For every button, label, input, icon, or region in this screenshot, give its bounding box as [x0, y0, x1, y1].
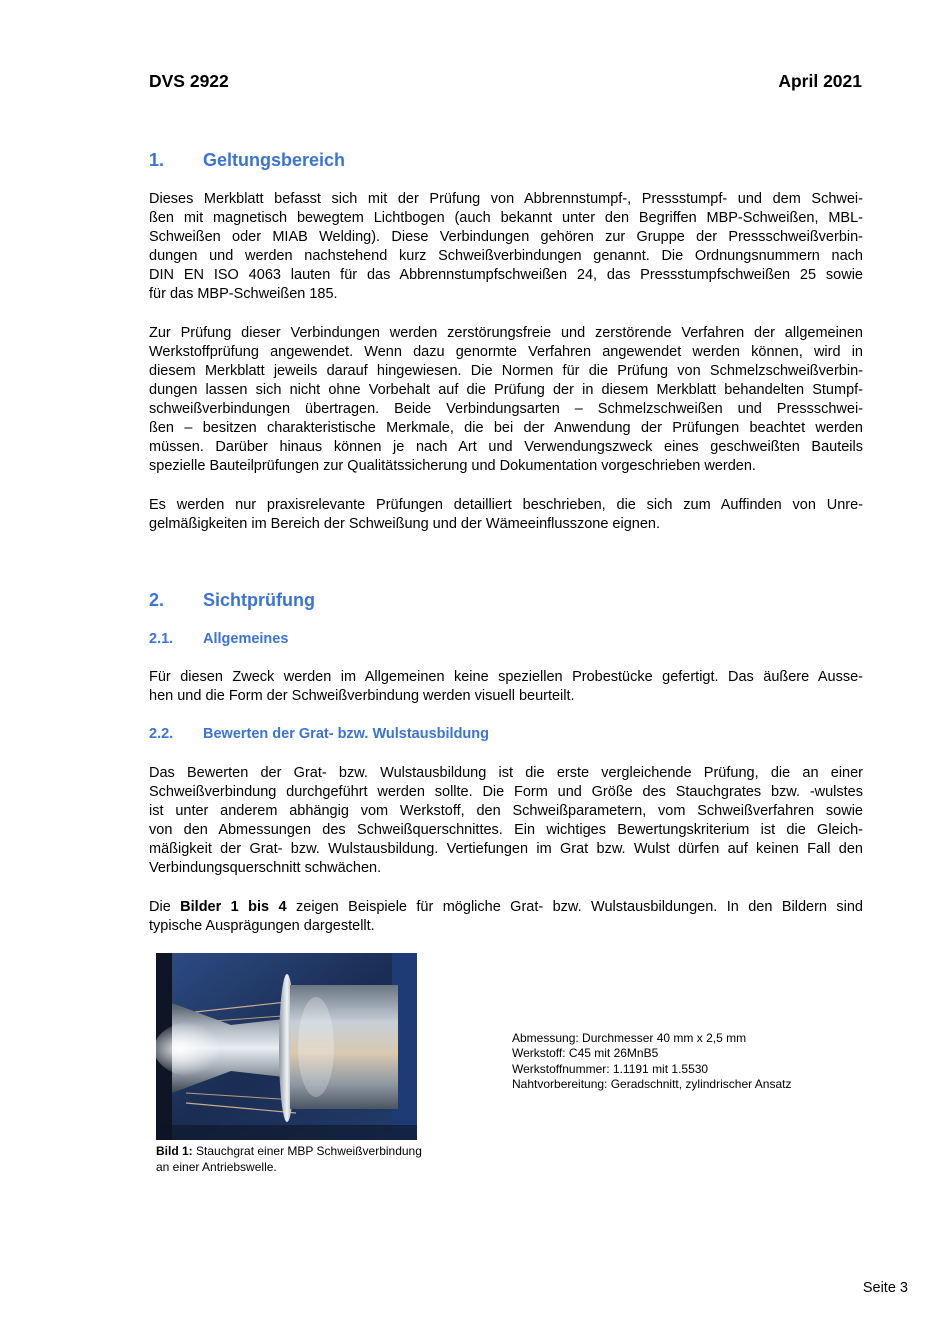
caption-line: an einer Antriebswelle.	[156, 1160, 277, 1174]
text-run: Die	[149, 899, 181, 915]
section-2-1-number: 2.1.	[149, 631, 174, 647]
section-2-2-heading	[149, 726, 489, 742]
text-line: dungen lassen sich nicht ohne Vorbehalt auf die Prüfung der in diesem Merkblatt behandelten Stumpf-	[149, 382, 863, 398]
weld-shaft-illustration	[156, 953, 417, 1140]
section-2-2-paragraph-2	[149, 898, 863, 936]
text-line: typische Ausprägungen dargestellt.	[149, 918, 375, 934]
text-line: spezielle Bauteilprüfungen zur Qualitätssicherung und Dokumentation vorgeschrieben werden.	[149, 458, 756, 474]
text-line: dungen und werden nachstehend kurz Schweißverbindungen genannt. Die Ordnungsnummern nach	[149, 248, 863, 264]
section-2-2-title: Bewerten der Grat- bzw. Wulstausbildung	[203, 726, 489, 742]
text-line: Für diesen Zweck werden im Allgemeinen keine speziellen Probestücke gefertigt. Das äußere Ausse-	[149, 669, 863, 685]
section-2-1-title: Allgemeines	[203, 631, 289, 647]
text-line: Das Bewerten der Grat- bzw. Wulstausbildung ist die erste vergleichende Prüfung, die an einer	[149, 765, 863, 781]
text-line: müssen. Darüber hinaus können je nach Art und Verwendungszweck eines geschweißten Bauteils	[149, 439, 863, 455]
figure-1-caption	[156, 1143, 422, 1175]
page-number: Seite 3	[862, 1280, 908, 1296]
text-line: schweißverbindungen übertragen. Beide Verbindungsarten – Schmelzschweißen und Pressschwei-	[149, 401, 863, 417]
spec-material-number: Werkstoffnummer: 1.1191 mit 1.5530	[512, 1061, 709, 1076]
text-line: ist unter anderem abhängig vom Werkstoff, den Schweißparametern, vom Schweißverfahren sowie	[149, 803, 863, 819]
text-line: ßen mit magnetisch bewegtem Lichtbogen (auch bekannt unter den Begriffen MBP-Schweißen, MBL-	[149, 210, 863, 226]
section-2-2-number: 2.2.	[149, 726, 174, 742]
section-2-1-heading	[149, 631, 288, 647]
text-line: DIN EN ISO 4063 lauten für das Abbrennstumpfschweißen 24, das Pressstumpfschweißen 25 sowie	[149, 267, 863, 283]
spec-material: Werkstoff: C45 mit 26MnB5	[512, 1046, 659, 1061]
section-1-paragraph-2	[149, 324, 863, 476]
text-run: zeigen Beispiele für mögliche Grat- bzw. Wulstausbildungen. In den Bildern sind	[286, 899, 863, 915]
text-line: Es werden nur praxisrelevante Prüfungen detailliert beschrieben, die sich zum Auffinden von Unre-	[149, 497, 863, 513]
document-id: DVS 2922	[149, 71, 229, 91]
caption-label: Bild 1:	[156, 1144, 193, 1158]
text-line: Schweißen oder MIAB Welding). Diese Verbindungen gehören zur Gruppe der Pressschweißverbin-	[149, 229, 863, 245]
document-date: April 2021	[778, 71, 862, 91]
text-line: hen und die Form der Schweißverbindung werden visuell beurteilt.	[149, 688, 575, 704]
spec-dimension: Abmessung: Durchmesser 40 mm x 2,5 mm	[512, 1031, 747, 1045]
section-1-heading	[149, 150, 345, 171]
caption-line	[156, 1143, 422, 1159]
figure-1-specs	[512, 1031, 791, 1092]
text-line: Zur Prüfung dieser Verbindungen werden zerstörungsfreie und zerstörende Verfahren der allgemeinen	[149, 325, 863, 341]
section-2-1-paragraph	[149, 668, 863, 706]
text-line: gelmäßigkeiten im Bereich der Schweißung und der Wämeeinflusszone eignen.	[149, 516, 660, 532]
section-1-number: 1.	[149, 150, 165, 170]
section-2-title: Sichtprüfung	[203, 590, 315, 610]
section-1-paragraph-1	[149, 190, 863, 304]
text-line: mäßigkeit der Grat- bzw. Wulstausbildung. Vertiefungen im Grat bzw. Wulst dürfen auf keinen Fall den	[149, 841, 863, 857]
text-line: Werkstoffprüfung angewendet. Wenn dazu genormte Verfahren angewendet werden können, wird in	[149, 344, 863, 360]
section-2-number: 2.	[149, 590, 165, 610]
section-2-heading	[149, 590, 315, 611]
figure-reference: Bilder 1 bis 4	[180, 899, 287, 915]
text-line: für das MBP-Schweißen 185.	[149, 286, 338, 302]
text-line: Verbindungsquerschnitt schwächen.	[149, 860, 382, 876]
section-2-2-paragraph-1	[149, 764, 863, 878]
text-line: ßen – besitzen charakteristische Merkmale, die bei der Anwendung der Prüfungen beachtet werden	[149, 420, 863, 436]
text-line: von den Abmessungen des Schweißquerschnittes. Ein wichtiges Bewertungskriterium ist die Gleich-	[149, 822, 863, 838]
section-1-title: Geltungsbereich	[203, 150, 346, 170]
text-line	[149, 898, 863, 917]
text-line: Schweißverbindung durchgeführt werden sollte. Die Form und Größe des Stauchgrates bzw. -wulstes	[149, 784, 863, 800]
caption-text: Stauchgrat einer MBP Schweißverbindung	[192, 1144, 422, 1158]
text-line: diesem Merkblatt jeweils darauf hingewiesen. Die Normen für die Prüfung von Schmelzschweißverbin-	[149, 363, 863, 379]
spec-seam-preparation: Nahtvorbereitung: Geradschnitt, zylindrischer Ansatz	[512, 1076, 792, 1091]
figure-1-photo	[156, 953, 417, 1140]
text-line: Dieses Merkblatt befasst sich mit der Prüfung von Abbrennstumpf-, Pressstumpf- und dem Schwei-	[149, 191, 863, 207]
section-1-paragraph-3	[149, 496, 863, 534]
